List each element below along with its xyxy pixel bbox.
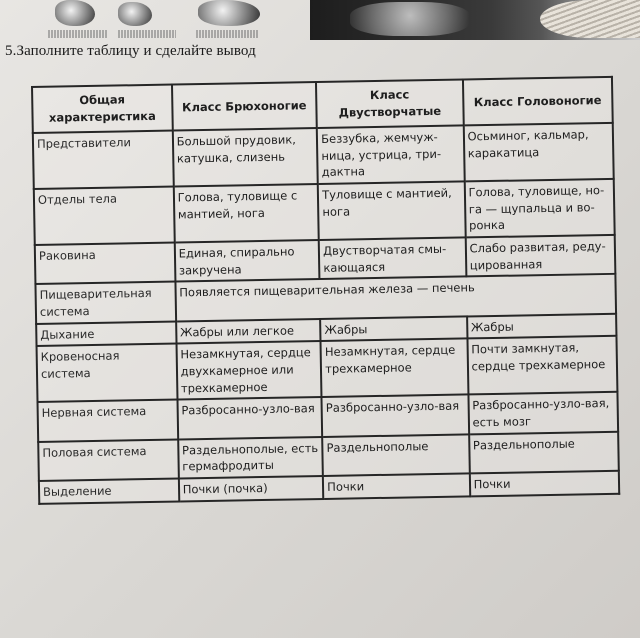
figure-caption-3 — [196, 30, 258, 38]
figure-caption-1 — [48, 30, 108, 38]
table-cell: Почки — [323, 474, 470, 499]
table-row — [37, 336, 618, 402]
table-row — [34, 179, 615, 245]
table-cell: Незамкнутая, сердце трехкамерное — [321, 339, 468, 398]
row-label: Половая система — [38, 439, 178, 481]
shell-illustration-2 — [118, 2, 152, 26]
figure-caption-2 — [118, 30, 176, 38]
table-cell: Туловище с мантией, нога — [318, 181, 465, 240]
table-cell: Почки — [469, 471, 619, 496]
photo-shell-left — [350, 2, 470, 36]
row-label: Дыхание — [36, 321, 176, 346]
table-cell: Голова, туловище, но-га — щупальца и во-ронка — [464, 179, 614, 238]
table-cell: Разбросанно-узло-вая — [322, 395, 469, 437]
shell-illustration-1 — [55, 0, 95, 26]
task-heading: 5.Заполните таблицу и сделайте вывод — [5, 43, 256, 59]
table-cell: Раздельнополые, есть гермафродиты — [178, 437, 323, 479]
table-cell: Раздельнополые — [469, 432, 619, 474]
header-gastropods: Класс Брюхоногие — [172, 82, 317, 131]
header-general: Общая характеристика — [32, 85, 172, 133]
table-cell: Разбросанно-узло-вая, есть мозг — [468, 392, 618, 434]
table-cell: Жабры или легкое — [176, 319, 321, 344]
row-label: Представители — [33, 131, 174, 189]
table-row — [33, 123, 614, 189]
table-cell: Большой прудовик, катушка, слизень — [172, 128, 317, 187]
mollusk-classes-table — [31, 76, 620, 505]
row-label: Выделение — [39, 479, 179, 504]
table-cell: Осьминог, кальмар, каракатица — [463, 123, 613, 182]
header-bivalves: Класс Двустворчатые — [316, 79, 463, 128]
table-cell-merged: Появляется пищеварительная железа — печень — [175, 274, 616, 321]
top-illustrations — [0, 0, 640, 44]
table-cell: Единая, спирально закручена — [174, 240, 319, 282]
header-cephalopods: Класс Головоногие — [463, 77, 613, 126]
row-label: Пищеварительная система — [35, 282, 175, 324]
row-label: Нервная система — [38, 400, 178, 442]
table-cell: Голова, туловище с мантией, нога — [173, 184, 318, 243]
mollusk-photo — [310, 0, 640, 40]
row-label: Кровеносная система — [37, 344, 178, 402]
table-cell: Незамкнутая, сердце двухкамерное или трехкамерное — [176, 341, 321, 400]
table-cell: Почки (почка) — [179, 476, 324, 501]
row-label: Раковина — [35, 243, 175, 285]
table-cell: Беззубка, жемчуж-ница, устрица, три-дактна — [317, 125, 464, 184]
table-cell: Раздельнополые — [322, 434, 469, 476]
table-cell: Разбросанно-узло-вая — [177, 397, 322, 439]
photo-shell-right — [540, 0, 640, 38]
table-cell: Слабо развитая, реду-цированная — [465, 235, 615, 277]
table-cell: Почти замкнутая, сердце трехкамерное — [467, 336, 617, 395]
shell-illustration-3 — [198, 0, 260, 26]
table-cell: Жабры — [467, 314, 617, 339]
row-label: Отделы тела — [34, 187, 175, 245]
table-cell: Жабры — [320, 316, 467, 341]
table-cell: Двустворчатая смы-кающаяся — [319, 237, 466, 279]
